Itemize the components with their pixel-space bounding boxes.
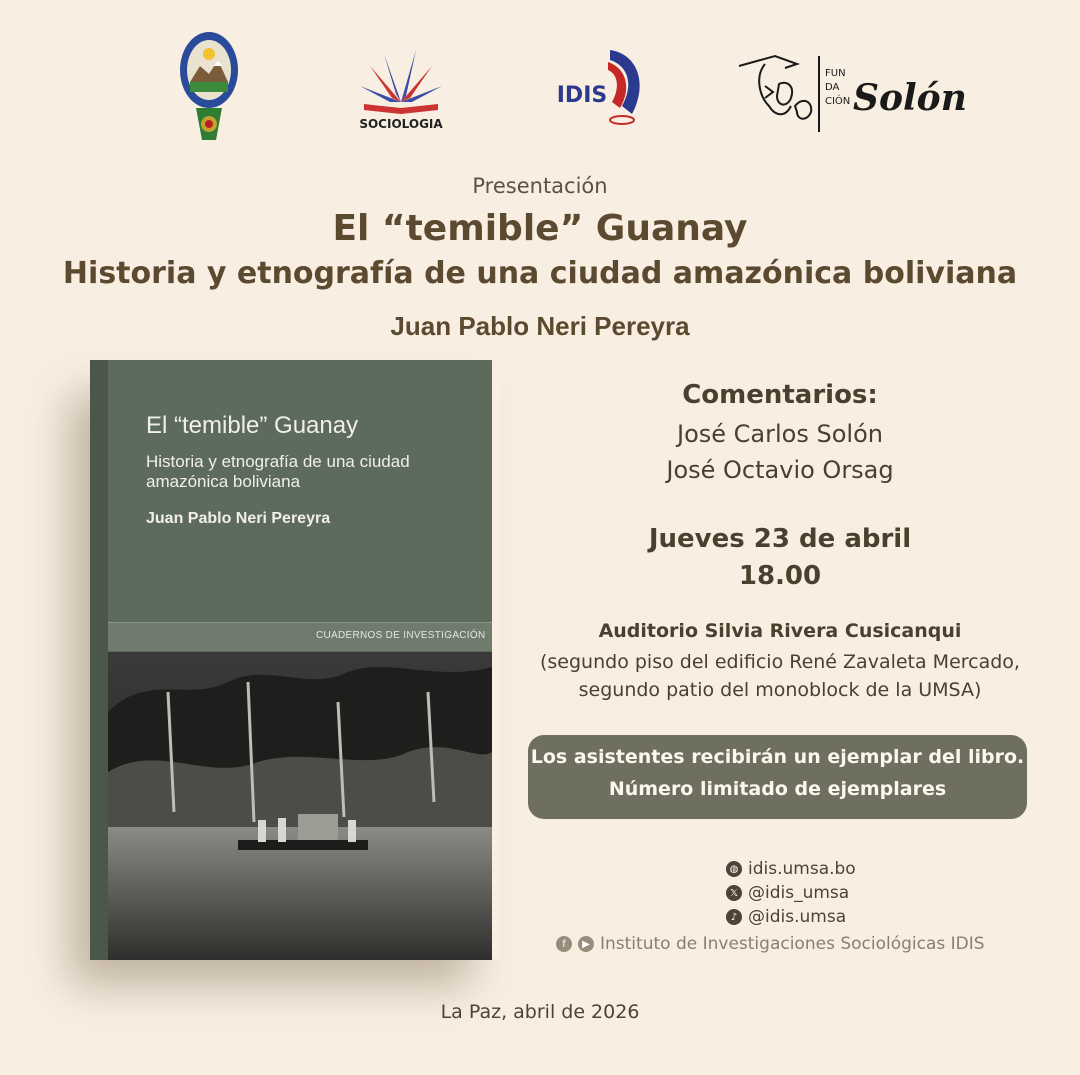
presentation-label: Presentación <box>472 174 608 198</box>
book-author: Juan Pablo Neri Pereyra <box>146 510 331 527</box>
institute-social-link[interactable]: f ▶ Instituto de Investigaciones Sociológicas IDIS <box>556 934 985 954</box>
commenter-name: José Carlos Solón <box>677 420 883 448</box>
notice-text: Número limitado de ejemplares <box>608 778 947 800</box>
svg-text:CIÓN: CIÓN <box>825 96 851 107</box>
svg-text:FUN: FUN <box>825 68 846 79</box>
twitter-link[interactable]: 𝕏 @idis_umsa <box>726 883 849 903</box>
idis-logo <box>552 44 652 134</box>
event-date: Jueves 23 de abril <box>648 524 912 554</box>
website-link[interactable]: ◍ idis.umsa.bo <box>726 859 856 879</box>
book-cover-photo <box>108 652 492 960</box>
tiktok-icon: ♪ <box>726 909 742 925</box>
idis-text: IDIS <box>556 83 608 108</box>
book-series: CUADERNOS DE INVESTIGACIÓN <box>316 630 486 641</box>
venue-detail: (segundo piso del edificio René Zavaleta Mercado, <box>540 651 1020 673</box>
event-subtitle: Historia y etnografía de una ciudad amazónica boliviana <box>62 256 1018 291</box>
facebook-icon: f <box>556 936 572 952</box>
commentaries-label: Comentarios: <box>682 380 878 410</box>
sociologia-logo <box>356 44 446 134</box>
fundacion-solon-logo <box>735 46 967 136</box>
notice-text: Los asistentes recibirán un ejemplar del libro. <box>530 746 1025 768</box>
x-twitter-icon: 𝕏 <box>726 885 742 901</box>
book-subtitle: Historia y etnografía de una ciudad amazónica boliviana <box>146 452 410 491</box>
event-title: El “temible” Guanay <box>332 208 748 249</box>
youtube-icon: ▶ <box>578 936 594 952</box>
solon-name: Solón <box>853 77 967 119</box>
commenter-name: José Octavio Orsag <box>666 456 894 484</box>
svg-text:DA: DA <box>825 82 840 93</box>
event-time: 18.00 <box>738 561 822 591</box>
book-spine <box>90 360 108 960</box>
sociologia-text: SOCIOLOGIA <box>359 117 443 131</box>
footer-place-date: La Paz, abril de 2026 <box>440 1001 640 1023</box>
venue-detail: segundo patio del monoblock de la UMSA) <box>578 679 982 701</box>
tiktok-link[interactable]: ♪ @idis.umsa <box>726 907 846 927</box>
event-author: Juan Pablo Neri Pereyra <box>390 311 690 341</box>
umsa-logo <box>178 30 240 146</box>
venue-name: Auditorio Silvia Rivera Cusicanqui <box>598 620 962 642</box>
book-title: El “temible” Guanay <box>146 412 359 439</box>
globe-icon: ◍ <box>726 861 742 877</box>
